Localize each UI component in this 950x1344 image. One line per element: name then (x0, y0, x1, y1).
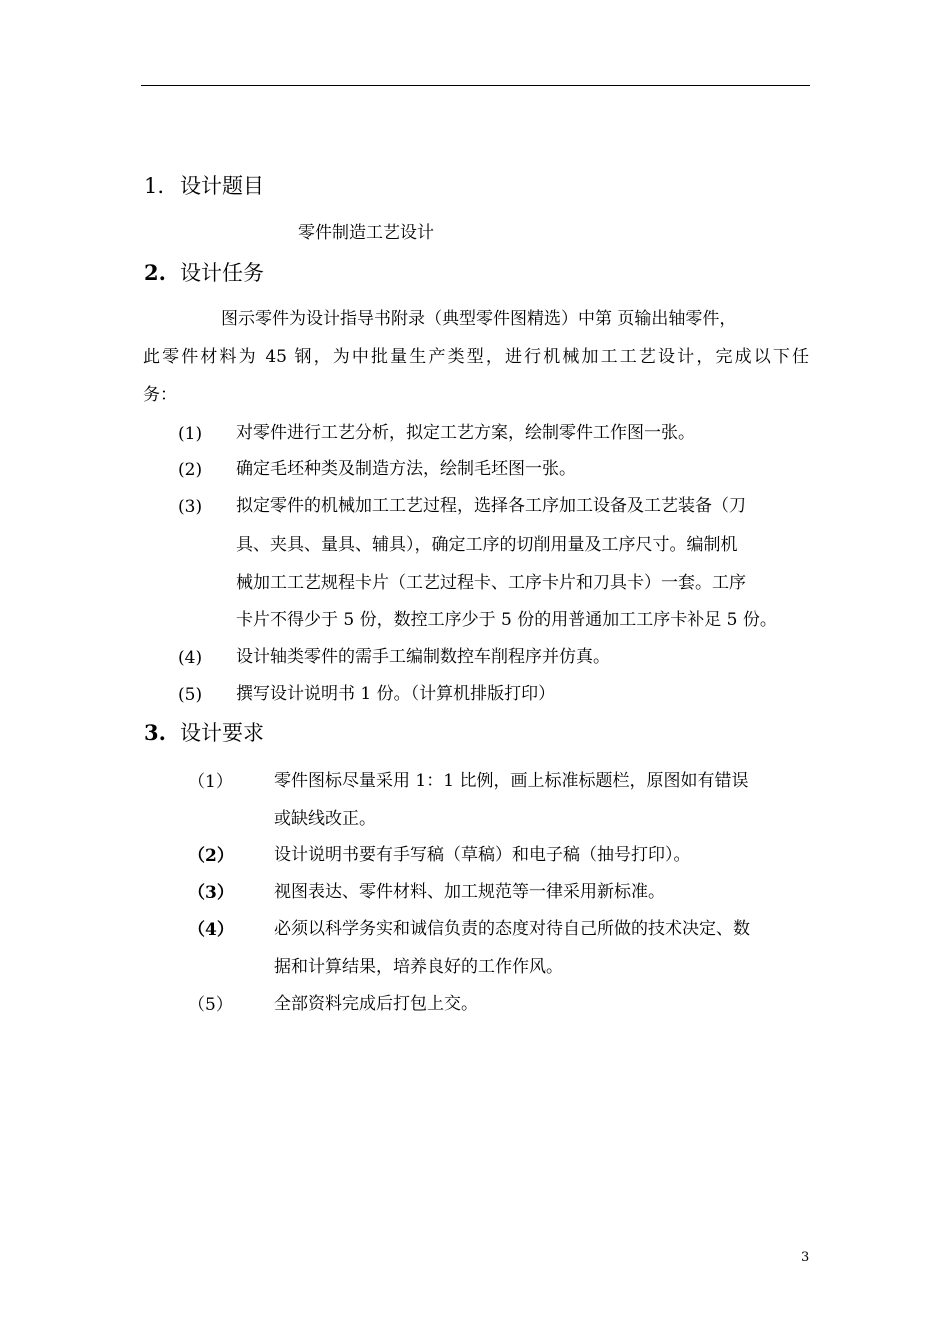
header-rule (141, 85, 810, 86)
task-marker: (4) (178, 648, 203, 668)
task-marker: (2) (178, 460, 203, 480)
section-title: 设计任务 (180, 261, 264, 285)
task-text: 确定毛坯种类及制造方法，绘制毛坯图一张。 (236, 459, 576, 479)
task-marker: (5) (178, 685, 203, 705)
section-number: 3. (144, 720, 166, 745)
section-title: 设计题目 (180, 174, 264, 198)
task-marker: (1) (178, 424, 203, 444)
section-title: 设计要求 (180, 721, 264, 745)
task-text: 对零件进行工艺分析，拟定工艺方案，绘制零件工作图一张。 (236, 423, 695, 443)
requirement-text: 视图表达、零件材料、加工规范等一律采用新标准。 (274, 882, 665, 902)
requirement-marker: （5） (188, 995, 233, 1015)
task-intro-line-2: 此零件材料为 45 钢，为中批量生产类型，进行机械加工工艺设计，完成以下任 (143, 347, 809, 367)
task-intro-line-3: 务： (143, 385, 177, 405)
task-text: 拟定零件的机械加工工艺过程，选择各工序加工设备及工艺装备（刀 (236, 496, 746, 516)
requirement-text: 据和计算结果，培养良好的工作作风。 (274, 957, 563, 977)
task-marker: (3) (178, 497, 203, 517)
task-text: 械加工工艺规程卡片（工艺过程卡、工序卡片和刀具卡）一套。工序 (236, 573, 746, 593)
requirement-text: 必须以科学务实和诚信负责的态度对待自己所做的技术决定、数 (274, 919, 750, 939)
task-text: 设计轴类零件的需手工编制数控车削程序并仿真。 (236, 647, 610, 667)
requirement-marker: （3） (188, 883, 234, 903)
requirement-text: 或缺线改正。 (274, 809, 376, 829)
section-number: 1. (144, 174, 165, 198)
requirement-marker: （4） (188, 920, 234, 940)
requirement-text: 零件图标尽量采用 1：1 比例，画上标准标题栏，原图如有错误 (274, 771, 749, 791)
requirement-marker: （1） (188, 772, 233, 792)
section-heading-2 (144, 262, 264, 284)
page-number: 3 (801, 1250, 810, 1265)
design-topic: 零件制造工艺设计 (298, 223, 434, 243)
section-heading-3 (144, 722, 264, 744)
section-number: 2. (144, 260, 166, 285)
requirement-text: 设计说明书要有手写稿（草稿）和电子稿（抽号打印）。 (274, 845, 691, 865)
section-heading-1 (144, 176, 264, 197)
task-text: 具、夹具、量具、辅具），确定工序的切削用量及工序尺寸。编制机 (236, 535, 738, 555)
requirement-text: 全部资料完成后打包上交。 (274, 994, 478, 1014)
task-intro-line-1: 图示零件为设计指导书附录（典型零件图精选）中第 页输出轴零件， (221, 309, 737, 329)
task-text: 撰写设计说明书 1 份。（计算机排版打印） (236, 684, 556, 704)
requirement-marker: （2） (188, 846, 234, 866)
task-text: 卡片不得少于 5 份，数控工序少于 5 份的用普通加工工序卡补足 5 份。 (236, 610, 777, 630)
